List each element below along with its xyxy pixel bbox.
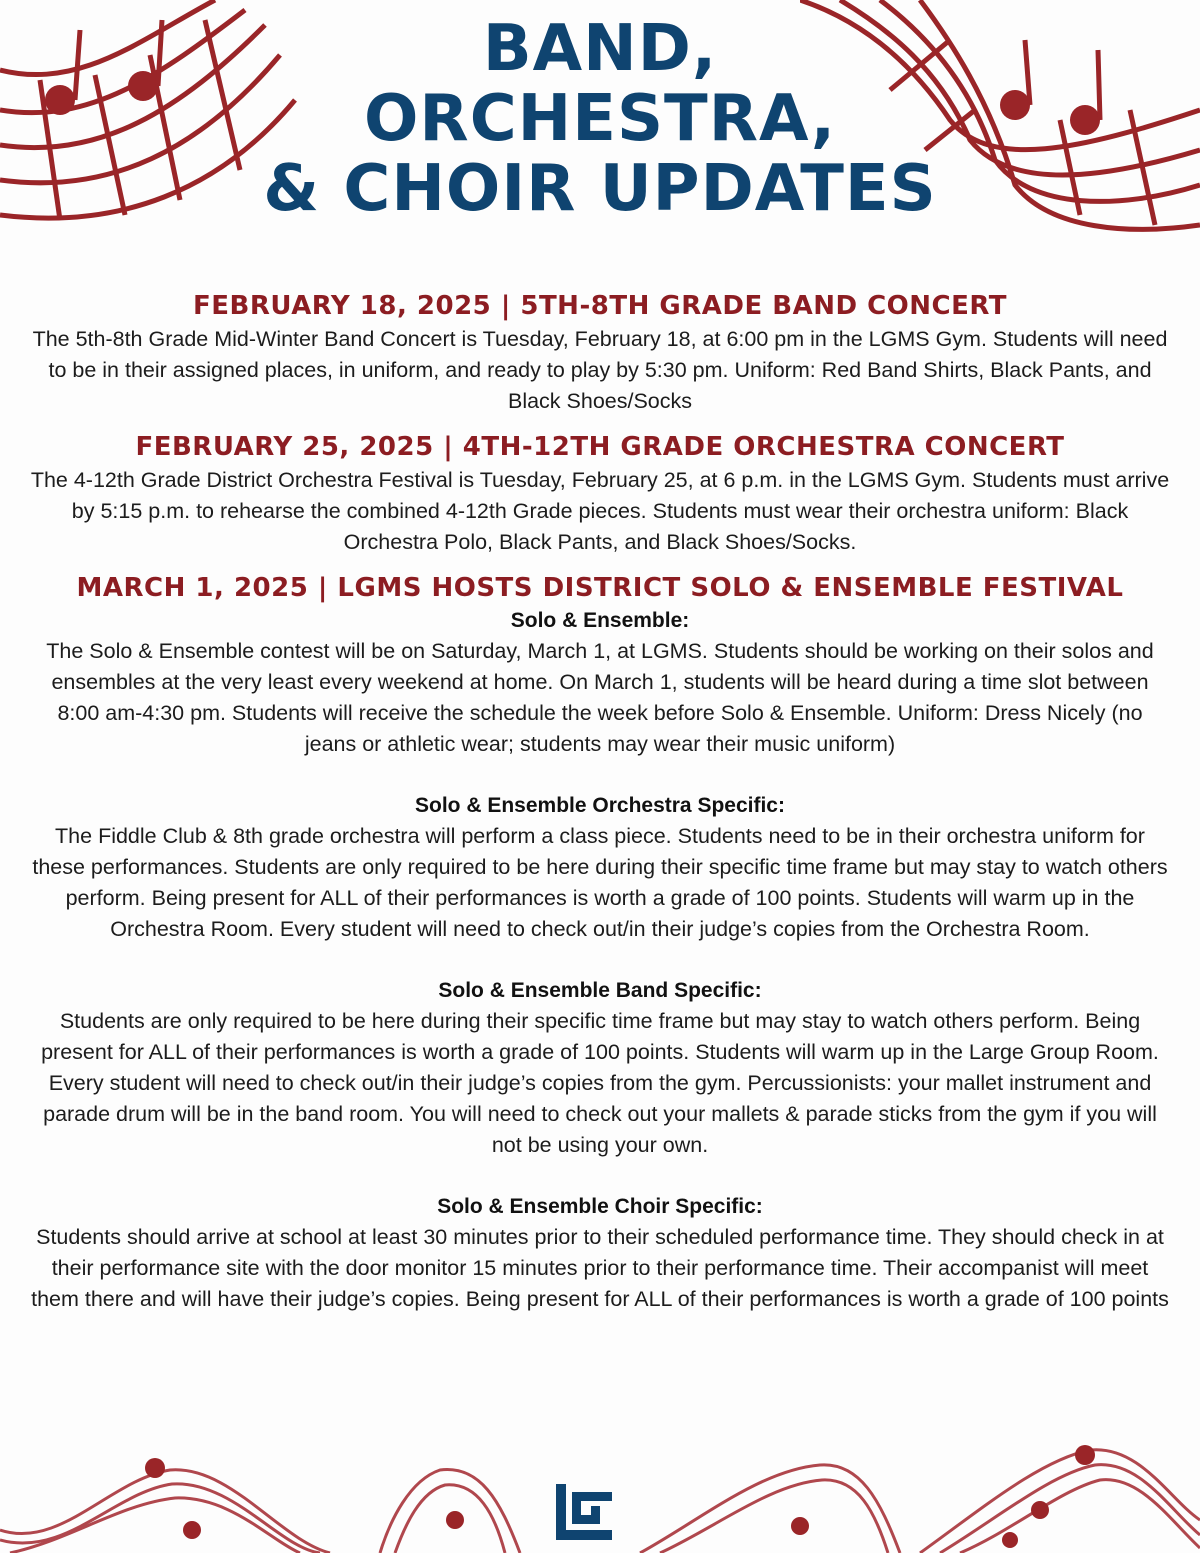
subsection-title-orchestra-specific: Solo & Ensemble Orchestra Specific:: [415, 794, 785, 817]
subsection-title-band-specific: Solo & Ensemble Band Specific:: [438, 979, 762, 1002]
title-line-2: ORCHESTRA,: [364, 82, 836, 156]
subsection-body-orchestra-specific: The Fiddle Club & 8th grade orchestra will perform a class piece. Students need to be in their orchestra uniform for these performances. Students are only required to be here during their specific time frame but may stay to watch others perform. Being present for ALL of their performances is worth a grade of 100 points. Students will warm up in the Orchestra Room. Every student will need to check out/in their judge’s copies from the Orchestra Room.: [32, 824, 1168, 941]
section-heading-orchestra-concert: FEBRUARY 25, 2025 | 4TH-12TH GRADE ORCHESTRA CONCERT: [135, 432, 1065, 462]
main-content: [30, 288, 1170, 1315]
title-line-3: & CHOIR UPDATES: [263, 152, 937, 226]
section-heading-solo-ensemble-festival: MARCH 1, 2025 | LGMS HOSTS DISTRICT SOLO & ENSEMBLE FESTIVAL: [76, 573, 1124, 603]
title-line-1: BAND,: [482, 12, 718, 86]
subsection-title-solo-ensemble: Solo & Ensemble:: [510, 609, 690, 632]
section-body-band-concert: The 5th-8th Grade Mid-Winter Band Concert is Tuesday, February 18, at 6:00 pm in the LGMS Gym. Students will need to be in their assigned places, in uniform, and ready to play by 5:30 pm. Uniform: Red Band Shirts, Black Pants, and Black Shoes/Socks: [32, 327, 1168, 413]
school-logo-icon: [556, 1484, 614, 1542]
subsection-body-choir-specific: Students should arrive at school at least 30 minutes prior to their scheduled performance time. They should check in at their performance site with the door monitor 15 minutes prior to their performance time. Their accompanist will meet them there and will have their judge’s copies. Being present for ALL of their performances is worth a grade of 100 points: [31, 1225, 1169, 1311]
subsection-body-solo-ensemble: The Solo & Ensemble contest will be on Saturday, March 1, at LGMS. Students should be working on their solos and ensembles at the very least every weekend at home. On March 1, students will be heard during a time slot between 8:00 am-4:30 pm. Students will receive the schedule the week before Solo & Ensemble. Uniform: Dress Nicely (no jeans or athletic wear; students may wear their music uniform): [46, 639, 1154, 756]
subsection-title-choir-specific: Solo & Ensemble Choir Specific:: [437, 1195, 763, 1218]
subsection-body-band-specific: Students are only required to be here during their specific time frame but may stay to watch others perform. Being present for ALL of their performances is worth a grade of 100 points. Students will warm up in the Large Group Room. Every student will need to check out/in their judge’s copies from the gym. Percussionists: your mallet instrument and parade drum will be in the band room. You will need to check out your mallets & parade sticks from the gym if you will not be using your own.: [41, 1009, 1159, 1157]
section-heading-band-concert: FEBRUARY 18, 2025 | 5TH-8TH GRADE BAND CONCERT: [193, 291, 1007, 321]
section-body-orchestra-concert: The 4-12th Grade District Orchestra Festival is Tuesday, February 25, at 6 p.m. in the LGMS Gym. Students must arrive by 5:15 p.m. to rehearse the combined 4-12th Grade pieces. Students must wear their orchestra uniform: Black Orchestra Polo, Black Pants, and Black Shoes/Socks.: [30, 468, 1170, 554]
page-title: [0, 14, 1200, 224]
